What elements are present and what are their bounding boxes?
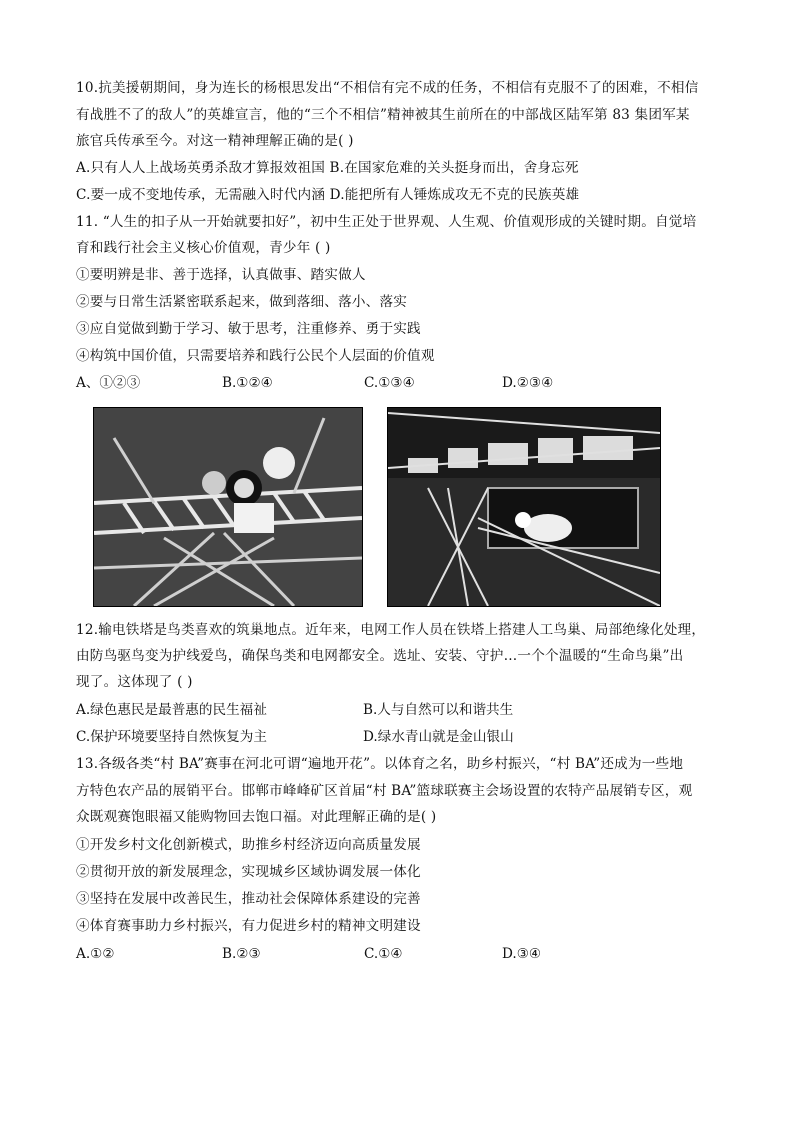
q10-options-row-2: C.要一成不变地传承，无需融入时代内涵 D.能把所有人锤炼成攻无不克的民族英雄 xyxy=(76,187,580,203)
q12-option-b: B.人与自然可以和谐共生 xyxy=(363,702,514,718)
q10-options-row-1: A.只有人人上战场英勇杀敌才算报效祖国 B.在国家危难的关头挺身而出，舍身忘死 xyxy=(76,160,579,176)
q13-option-a: A.①② xyxy=(76,946,115,962)
q13-stem-line-2: 方特色农产品的展销平台。邯郸市峰峰矿区首届“村 BA”篮球联赛主会场设置的农特产品展销专区，观 xyxy=(76,783,693,799)
q11-item-3: ③应自觉做到勤于学习、敏于思考，注重修养、勇于实践 xyxy=(76,321,421,337)
q11-option-c: C.①③④ xyxy=(364,375,415,391)
q11-item-4: ④构筑中国价值，只需要培养和践行公民个人层面的价值观 xyxy=(76,348,435,364)
q10-stem-line-2: 有战胜不了的敌人”的英雄宣言，他的“三个不相信”精神被其生前所在的中部战区陆军第 83 集团军某 xyxy=(76,107,690,123)
photo-workers-on-tower xyxy=(93,407,363,607)
q13-item-3: ③坚持在发展中改善民生，推动社会保障体系建设的完善 xyxy=(76,891,421,907)
q13-option-b: B.②③ xyxy=(222,946,261,962)
q11-option-d: D.②③④ xyxy=(502,375,554,391)
q10-stem-line-3: 旅官兵传承至今。对这一精神理解正确的是( ) xyxy=(76,133,354,149)
q12-option-d: D.绿水青山就是金山银山 xyxy=(363,729,514,745)
q13-option-d: D.③④ xyxy=(502,946,542,962)
q11-stem-line-1: 11. “人生的扣子从一开始就要扣好”，初中生正处于世界观、人生观、价值观形成的关键时期。自觉培 xyxy=(76,214,697,230)
q11-item-2: ②要与日常生活紧密联系起来，做到落细、落小、落实 xyxy=(76,294,408,310)
q13-item-4: ④体育赛事助力乡村振兴，有力促进乡村的精神文明建设 xyxy=(76,918,421,934)
q10-stem-line-1: 10.抗美援朝期间，身为连长的杨根思发出“不相信有完不成的任务，不相信有克服不了的困难，不相信 xyxy=(76,80,699,96)
q12-option-a: A.绿色惠民是最普惠的民生福祉 xyxy=(76,702,267,718)
q13-item-1: ①开发乡村文化创新模式，助推乡村经济迈向高质量发展 xyxy=(76,837,421,853)
q11-stem-line-2: 育和践行社会主义核心价值观，青少年 ( ) xyxy=(76,240,331,256)
q12-stem-line-3: 现了。这体现了 ( ) xyxy=(76,674,193,690)
q12-option-c: C.保护环境要坚持自然恢复为主 xyxy=(76,729,267,745)
q12-stem-line-2: 由防鸟驱鸟变为护线爱鸟，确保鸟类和电网都安全。选址、安装、守护…一个个温暖的“生命鸟巢”出 xyxy=(76,648,684,664)
q13-item-2: ②贯彻开放的新发展理念，实现城乡区域协调发展一体化 xyxy=(76,864,421,880)
q11-item-1: ①要明辨是非、善于选择，认真做事、踏实做人 xyxy=(76,267,366,283)
q12-stem-line-1: 12.输电铁塔是鸟类喜欢的筑巢地点。近年来，电网工作人员在铁塔上搭建人工鸟巢、局部绝缘化处理， xyxy=(76,622,706,638)
q11-option-a: A、①②③ xyxy=(76,375,141,391)
q11-option-b: B.①②④ xyxy=(222,375,273,391)
q13-stem-line-1: 13.各级各类“村 BA”赛事在河北可谓“遍地开花”。以体育之名，助乡村振兴，“村 BA”还成为一些地 xyxy=(76,756,684,772)
q13-stem-line-3: 众既观赛饱眼福又能购物回去饱口福。对此理解正确的是( ) xyxy=(76,809,437,825)
photo-nest-on-tower xyxy=(387,407,661,607)
q13-option-c: C.①④ xyxy=(364,946,403,962)
